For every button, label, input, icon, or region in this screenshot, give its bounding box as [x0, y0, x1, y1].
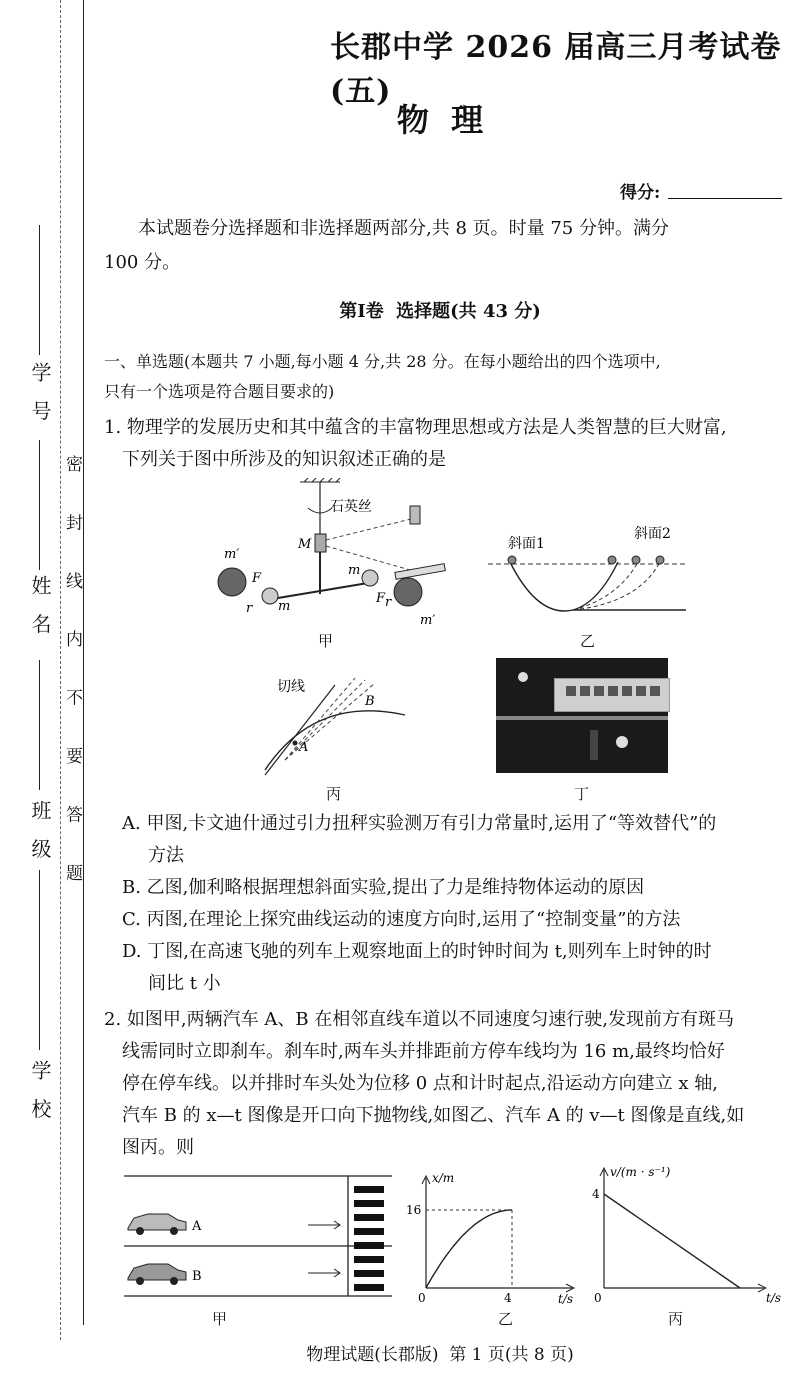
part1-line1: 一、单选题(本题共 7 小题,每小题 4 分,共 28 分。在每小题给出的四个选项中,	[104, 352, 661, 371]
label-mprime-left: m′	[224, 547, 240, 562]
tangent-line	[265, 685, 335, 775]
platform-stripe	[496, 716, 668, 720]
score-label: 得分:	[620, 183, 661, 203]
intro-line1: 本试题卷分选择题和非选择题两部分,共 8 页。时量 75 分钟。满分	[138, 218, 669, 239]
fig-caption-q2-jia: 甲	[212, 1310, 228, 1328]
slope-curve-1	[510, 562, 618, 611]
light-source	[410, 506, 420, 524]
label-r-left: r	[246, 601, 253, 616]
label-car-a: A	[192, 1219, 202, 1234]
score-blank[interactable]	[668, 198, 782, 199]
q1-option-a-line1[interactable]: A. 甲图,卡文迪什通过引力扭秤实验测万有引力常量时,运用了“等效替代”的	[122, 813, 717, 834]
car-b-icon	[128, 1264, 186, 1285]
light-ray-1	[326, 518, 415, 540]
label-name: 姓 名	[28, 575, 52, 640]
margin-rule	[83, 0, 84, 1325]
q2-stem-line4: 汽车 B 的 x—t 图像是开口向下抛物线,如图乙、汽车 A 的 v—t 图像是直线,如	[122, 1105, 745, 1126]
chart-v-t	[588, 1162, 788, 1305]
label-class: 班 级	[28, 800, 52, 865]
vt-ylabel: v/(m · s⁻¹)	[610, 1165, 671, 1179]
label-slope2: 斜面2	[634, 526, 671, 542]
fig-inclined-planes	[488, 518, 688, 618]
student-id-line	[39, 225, 40, 355]
part1-line2: 只有一个选项是符合题目要求的)	[104, 382, 335, 401]
train-windows	[566, 686, 662, 696]
ball-3	[656, 556, 664, 564]
xt-xlabel: t/s	[558, 1292, 574, 1305]
label-F-left: F	[252, 571, 262, 586]
fig-tangent	[255, 675, 415, 780]
vt-origin: 0	[594, 1291, 602, 1305]
q2-stem-line2: 线需同时立即刹车。刹车时,两车头并排距前方停车线均为 16 m,最终均恰好	[122, 1041, 725, 1062]
xt-origin: 0	[418, 1291, 426, 1305]
fig-road	[124, 1172, 394, 1322]
label-slope1: 斜面1	[508, 536, 545, 552]
school-line	[39, 870, 40, 1050]
vt-xlabel: t/s	[766, 1291, 782, 1305]
small-ball-right	[362, 570, 378, 586]
label-tangent: 切线	[277, 679, 305, 695]
fig-caption-yi: 乙	[580, 632, 596, 650]
zebra-crossing	[354, 1186, 384, 1291]
label-m-left: m	[278, 599, 291, 614]
q1-stem-line2: 下列关于图中所涉及的知识叙述正确的是	[122, 449, 446, 470]
xt-tick-16: 16	[406, 1203, 422, 1217]
xt-curve	[426, 1210, 512, 1288]
arrow-a	[308, 1221, 340, 1229]
fig-torsion-balance	[210, 478, 450, 653]
label-A: A	[299, 740, 309, 755]
chart-x-t	[404, 1170, 584, 1305]
class-line	[39, 660, 40, 790]
label-m-right: m	[348, 563, 361, 578]
fig-train-photo	[496, 658, 668, 773]
dotted-seal-line	[60, 0, 61, 1340]
car-a-icon	[128, 1214, 186, 1235]
ball-2	[632, 556, 640, 564]
ball-start	[508, 556, 516, 564]
slope-curve-2	[573, 562, 638, 610]
large-ball-right	[394, 578, 422, 606]
seal-notice: 密 封 线 内 不 要 答 题	[62, 455, 82, 899]
train-clock	[518, 672, 528, 682]
label-M: M	[298, 537, 312, 552]
curve-path	[265, 711, 405, 770]
fig-caption-bing: 丙	[326, 785, 342, 803]
slope-curve-3	[573, 562, 660, 610]
person-figure	[590, 730, 598, 760]
subject-title: 物 理	[396, 101, 484, 139]
vt-line	[604, 1194, 740, 1288]
large-ball-left	[218, 568, 246, 596]
point-A	[293, 741, 298, 746]
q1-option-a-line2: 方法	[148, 845, 184, 866]
light-ray-2	[326, 546, 410, 570]
q2-stem-line5: 图丙。则	[122, 1137, 194, 1158]
scale-ruler	[395, 564, 445, 580]
intro-line2: 100 分。	[104, 252, 181, 273]
binding-margin	[0, 0, 90, 1379]
q1-stem-line1: 1. 物理学的发展历史和其中蕴含的丰富物理思想或方法是人类智慧的巨大财富,	[104, 417, 727, 438]
q1-option-d-line2: 间比 t 小	[148, 973, 221, 994]
label-school: 学 校	[28, 1060, 52, 1125]
vt-tick-4: 4	[592, 1187, 600, 1201]
fig-caption-q2-bing: 丙	[668, 1310, 684, 1328]
label-car-b: B	[192, 1269, 202, 1284]
ceiling-hatch	[300, 478, 340, 482]
q1-option-b[interactable]: B. 乙图,伽利略根据理想斜面实验,提出了力是维持物体运动的原因	[122, 877, 645, 898]
xt-ylabel: x/m	[432, 1171, 455, 1185]
label-r-right: r	[385, 595, 392, 610]
section-title: 第Ⅰ卷 选择题(共 43 分)	[339, 301, 541, 322]
label-mprime-right: m′	[420, 613, 436, 628]
label-F-right: F	[376, 591, 386, 606]
q1-option-c[interactable]: C. 丙图,在理论上探究曲线运动的速度方向时,运用了“控制变量”的方法	[122, 909, 681, 930]
arrow-b	[308, 1269, 340, 1277]
label-B: B	[365, 694, 375, 709]
fig-caption-jia: 甲	[318, 632, 334, 650]
label-quartz: 石英丝	[330, 499, 372, 515]
small-ball-left	[262, 588, 278, 604]
mirror-M	[315, 534, 326, 552]
page-footer: 物理试题(长郡版) 第 1 页(共 8 页)	[306, 1345, 574, 1365]
exam-title: 长郡中学 2026 届高三月考试卷(五)	[330, 30, 782, 109]
fig-caption-ding: 丁	[574, 785, 590, 803]
fig-caption-q2-yi: 乙	[498, 1310, 514, 1328]
platform-clock	[616, 736, 628, 748]
q2-stem-line3: 停在停车线。以并排时车头处为位移 0 点和计时起点,沿运动方向建立 x 轴,	[122, 1073, 718, 1094]
xt-tick-4: 4	[504, 1291, 512, 1305]
q1-option-d-line1[interactable]: D. 丁图,在高速飞驰的列车上观察地面上的时钟时间为 t,则列车上时钟的时	[122, 941, 712, 962]
label-student-id: 学 号	[28, 362, 52, 427]
ball-1	[608, 556, 616, 564]
name-line	[39, 440, 40, 570]
q2-stem-line1: 2. 如图甲,两辆汽车 A、B 在相邻直线车道以不同速度匀速行驶,发现前方有斑马	[104, 1009, 735, 1030]
